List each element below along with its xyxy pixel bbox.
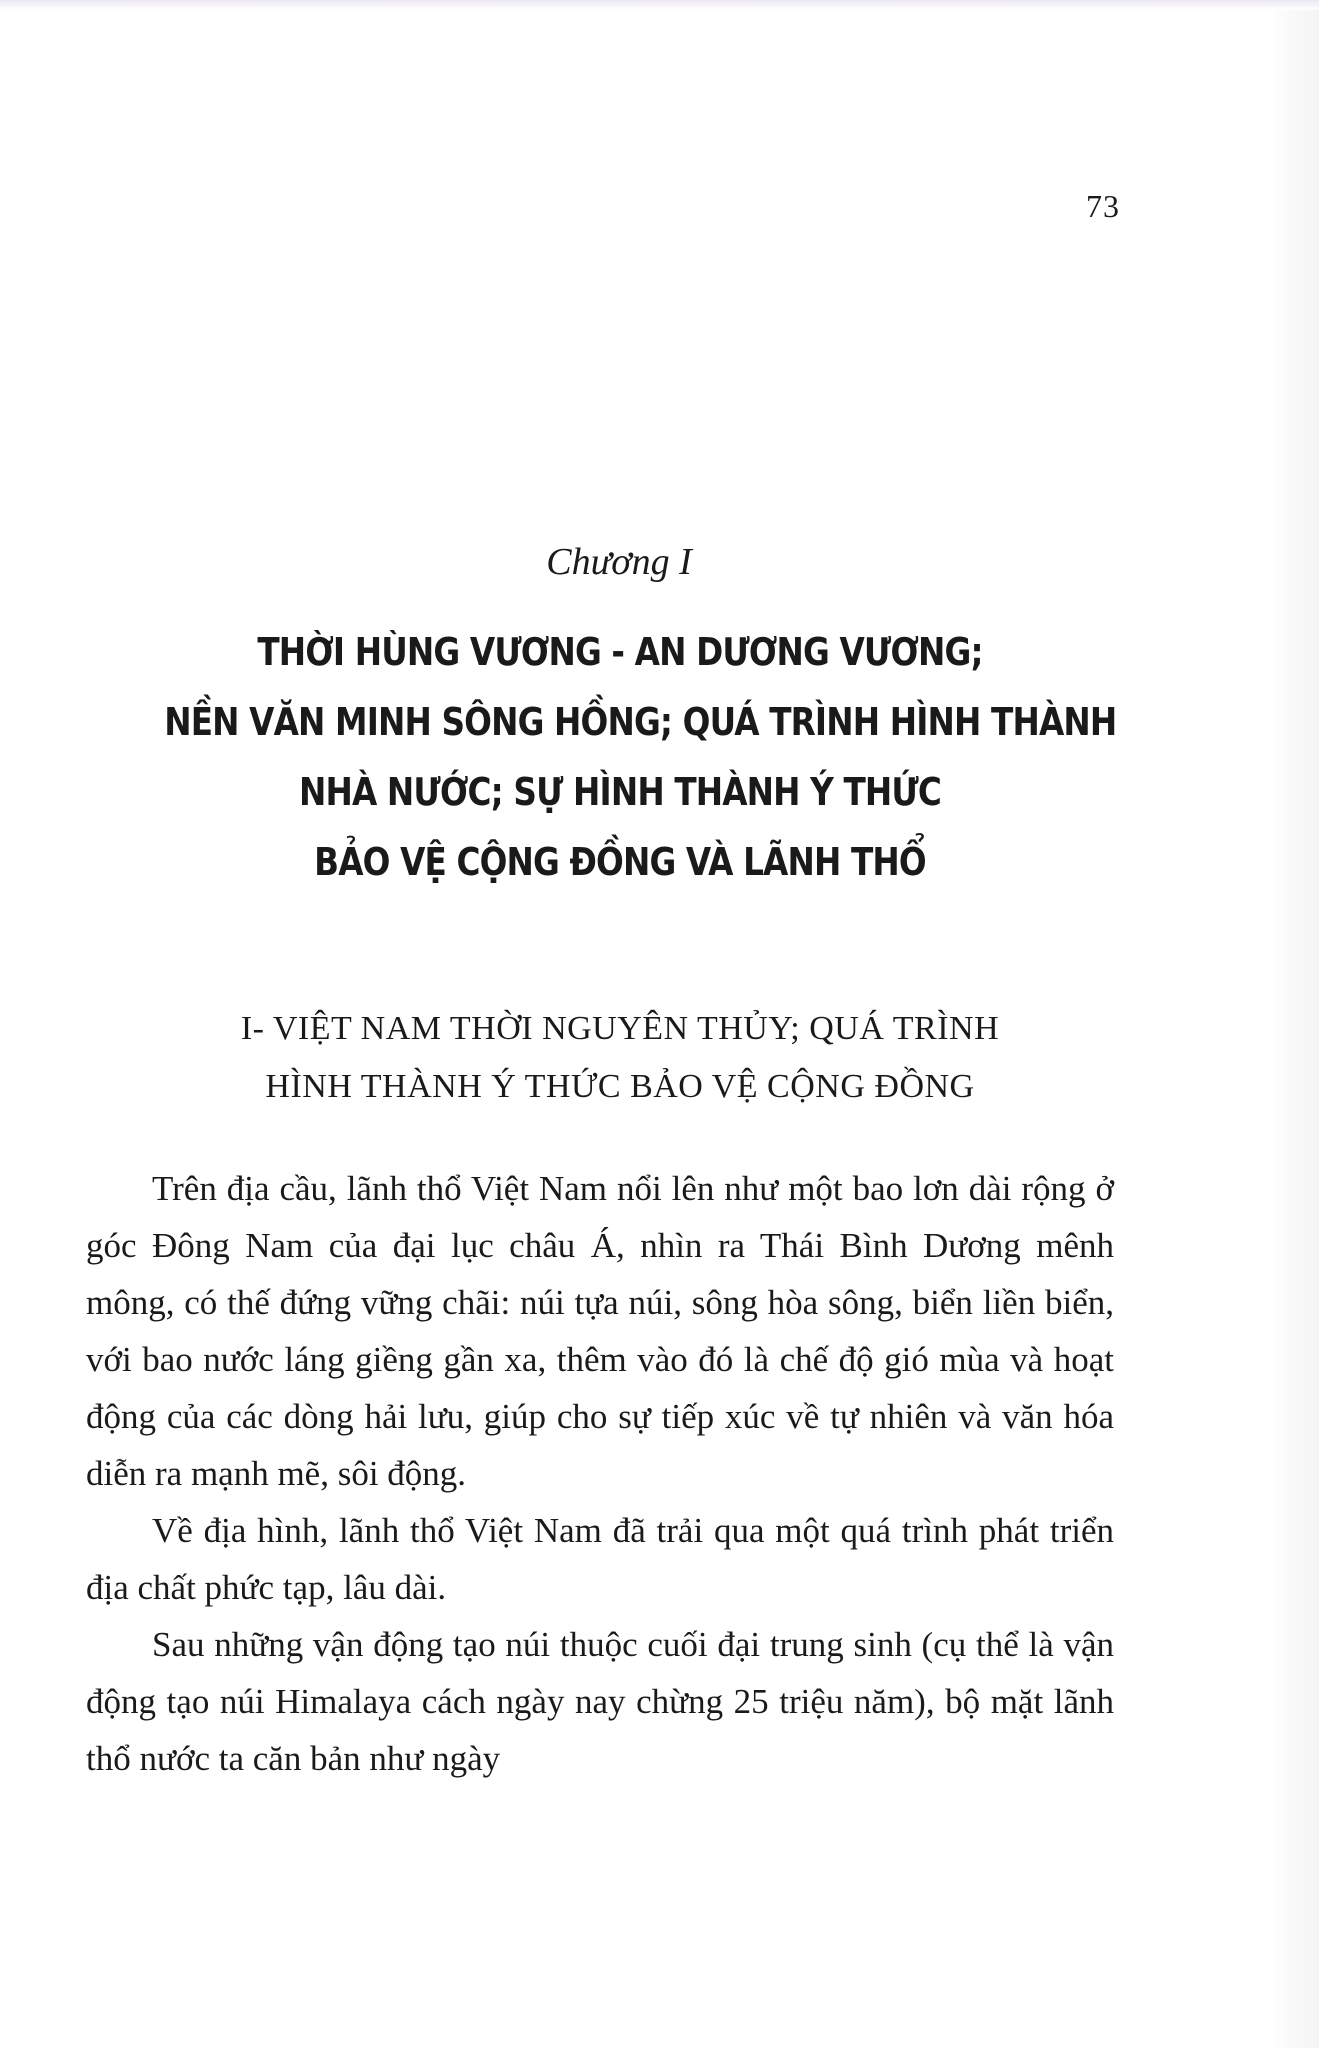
section-heading-line: I- VIỆT NAM THỜI NGUYÊN THỦY; QUÁ TRÌNH [240,1010,1000,1047]
chapter-title-line: BẢO VỆ CỘNG ĐỒNG VÀ LÃNH THỔ [314,840,926,884]
paragraph: Sau những vận động tạo núi thuộc cuối đại trung sinh (cụ thể là vận động tạo núi Himalaya cách ngày nay chừng 25 triệu năm), bộ mặt lãnh thổ nước ta căn bản như ngày [86,1625,1114,1778]
section-heading [80,1000,1160,1116]
page-number: 73 [1086,188,1120,224]
section-heading-line: HÌNH THÀNH Ý THỨC BẢO VỆ CỘNG ĐỒNG [265,1068,975,1105]
chapter-title-line: NHÀ NƯỚC; SỰ HÌNH THÀNH Ý THỨC [299,770,941,814]
chapter-title-line: THỜI HÙNG VƯƠNG - AN DƯƠNG VƯƠNG; [257,630,983,674]
chapter-title-line: NỀN VĂN MINH SÔNG HỒNG; QUÁ TRÌNH HÌNH THÀNH [164,700,1117,744]
paragraph: Về địa hình, lãnh thổ Việt Nam đã trải qua một quá trình phát triển địa chất phức tạp, lâu dài. [86,1511,1114,1607]
page-top-edge [0,0,1319,10]
paragraph: Trên địa cầu, lãnh thổ Việt Nam nổi lên như một bao lơn dài rộng ở góc Đông Nam của đại lục châu Á, nhìn ra Thái Bình Dương mênh mông, có thế đứng vững chãi: núi tựa núi, sông hòa sông, biển liền biển, với bao nước láng giềng gần xa, thêm vào đó là chế độ gió mùa và hoạt động của các dòng hải lưu, giúp cho sự tiếp xúc về tự nhiên và văn hóa diễn ra mạnh mẽ, sôi động. [86,1169,1114,1493]
chapter-label: Chương I [546,541,692,583]
body-text [86,1160,1114,1787]
chapter-title [164,617,1117,897]
